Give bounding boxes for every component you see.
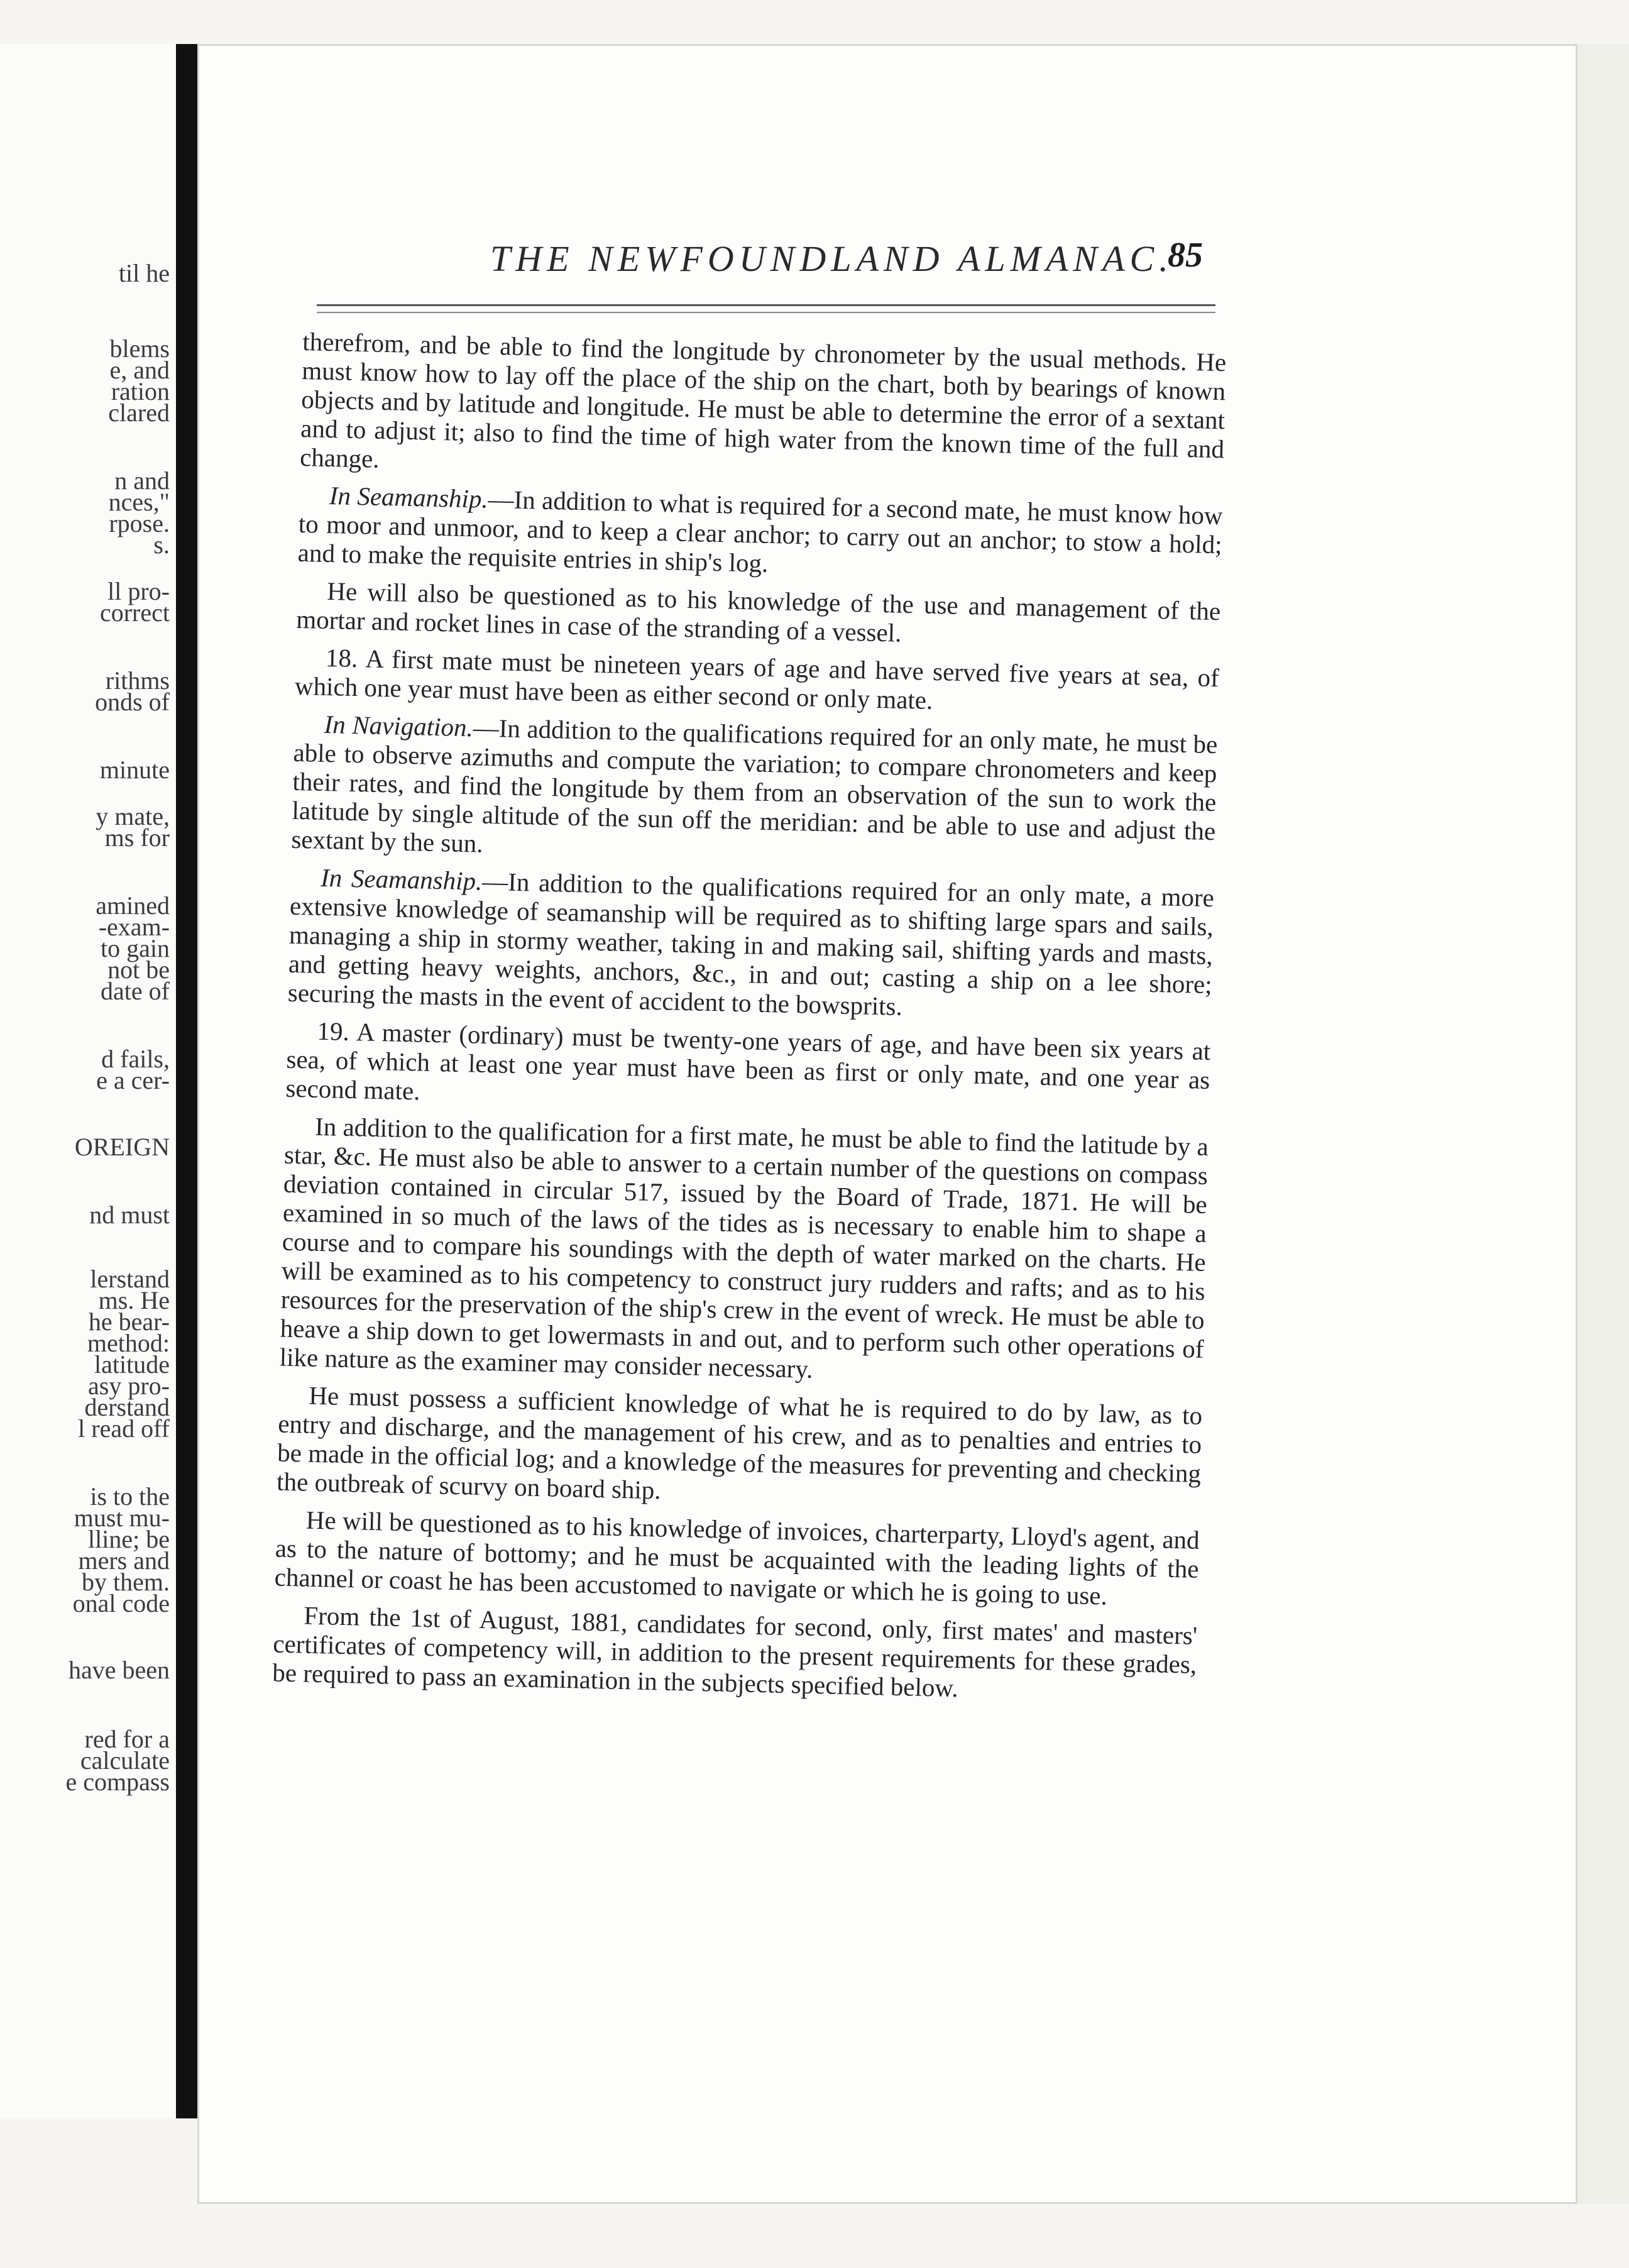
- paragraph-text: 19. A master (ordinary) must be twenty-one years of age, and have been six years at sea, of which at least one year must have been as first or only mate, and one year as second mate.: [285, 1016, 1211, 1106]
- paragraph: [297, 480, 1223, 588]
- left-page-line: rithms: [105, 666, 170, 695]
- body-text: [272, 327, 1227, 1717]
- running-title: THE NEWFOUNDLAND ALMANAC.: [490, 238, 1173, 279]
- left-page-line: til he: [118, 259, 170, 287]
- left-page-line: must mu-: [74, 1504, 170, 1532]
- paragraph: [291, 709, 1218, 874]
- paragraph-text: He will be questioned as to his knowledge of invoices, charterparty, Lloyd's agent, and as to the nature of bottomy; and he must be acquainted with the leading lights of the channel or coast he has been accustomed to navigate or which he is going to use.: [274, 1505, 1200, 1610]
- book-gutter: [176, 44, 197, 2118]
- left-page-line: d fails,: [101, 1045, 170, 1073]
- adjacent-page-fragment: [0, 44, 176, 2118]
- left-page-line: latitude: [94, 1350, 170, 1379]
- paragraph: [287, 862, 1214, 1028]
- left-page-line: to gain: [101, 934, 170, 962]
- left-page-line: not be: [107, 955, 170, 984]
- left-page-line: lline; be: [88, 1525, 170, 1553]
- page-number: 85: [1168, 236, 1203, 275]
- left-page-line: rpose.: [109, 509, 170, 537]
- left-page-line: date of: [101, 977, 170, 1005]
- left-page-line: s.: [153, 531, 170, 559]
- paragraph-text: therefrom, and be able to find the longitude by chronometer by the usual methods. He must know how to lay off the place of the ship on the chart, both by bearings of known objects and by latitude and longitude. He must be able to determine the error of a sextant and to adjust it; also to find the time of high water from the known time of the full and change.: [299, 327, 1227, 473]
- left-page-line: y mate,: [96, 802, 170, 830]
- paragraph-text: —In addition to what is required for a second mate, he must know how to moor and unmoor, and to keep a clear anchor; to carry out an anchor; to stow a hold; and to make the requisite entries in ship's log.: [297, 484, 1224, 578]
- left-page-line: is to the: [90, 1482, 170, 1511]
- left-page-line: amined: [96, 891, 170, 920]
- left-page-line: e compass: [65, 1768, 170, 1796]
- paragraph: [279, 1111, 1209, 1392]
- left-page-line: nces,": [108, 488, 170, 516]
- left-page-line: clared: [108, 399, 170, 427]
- paragraph-heading: In Navigation.: [324, 709, 474, 742]
- left-page-line: OREIGN: [74, 1133, 170, 1161]
- left-page-line: he bear-: [88, 1307, 170, 1336]
- header-rule-thin: [317, 312, 1215, 313]
- header-rule: [317, 304, 1215, 306]
- paragraph: [277, 1380, 1203, 1517]
- paragraph: [274, 1505, 1200, 1612]
- left-page-line: correct: [99, 598, 170, 627]
- paragraph: [285, 1016, 1211, 1123]
- paragraph: [272, 1600, 1198, 1707]
- left-page-line: -exam-: [98, 913, 170, 941]
- paragraph-text: —In addition to the qualifications required for an only mate, he must be able to observe azimuths and compute the variation; to compare chronometers and keep their rates, and find the longitude by them from an observation of the sun to work the latitude by single altitude of the sun off the meridian: and be able to use and adjust the sextant by the sun.: [290, 713, 1218, 858]
- left-page-line: calculate: [80, 1746, 170, 1775]
- left-page-line: blems: [109, 334, 170, 363]
- left-page-line: e a cer-: [96, 1066, 170, 1094]
- paragraph-text: He must possess a sufficient knowledge of what he is required to do by law, as to entry and discharge, and the management of his crew, and as to penalties and entries to be made in the official log; and a knowledge of the measures for preventing and checking the outbreak of scurvy on board ship.: [276, 1380, 1203, 1505]
- paragraph-text: 18. A first mate must be nineteen years of age and have served five years at sea, of which one year must have been as either second or only mate.: [294, 642, 1220, 715]
- left-page-line: ration: [111, 377, 170, 405]
- paragraph-heading: In Seamanship.: [320, 862, 483, 896]
- left-page-line: method:: [87, 1329, 170, 1357]
- paragraph: [296, 576, 1221, 654]
- left-page-line: asy pro-: [88, 1372, 170, 1400]
- left-page-line: have been: [68, 1656, 170, 1684]
- left-page-line: by them.: [82, 1568, 170, 1596]
- left-page-line: ms for: [104, 823, 170, 852]
- left-page-line: nd must: [89, 1201, 170, 1229]
- left-page-line: onds of: [95, 688, 170, 716]
- left-page-line: mers and: [78, 1546, 170, 1575]
- paragraph-text: From the 1st of August, 1881, candidates for second, only, first mates' and masters' certificates of competency will, in addition to the present requirements for these grades, be required to pass an examination in the subjects specified below.: [272, 1600, 1198, 1703]
- paragraph-heading: In Seamanship.: [329, 481, 489, 514]
- left-page-line: minute: [99, 756, 170, 784]
- left-page-line: l read off: [78, 1414, 170, 1443]
- paragraph-text: —In addition to the qualifications required for an only mate, a more extensive knowledge of seamanship will be required as to shifting large spars and sails, managing a ship in stormy weather, taking in and making sail, shifting yards and masts, and getting heavy weights, anchors, &c., in and out; casting a ship on a lee shore; securing the masts in the event of accident to the bowsprits.: [287, 866, 1215, 1021]
- left-page-line: ms. He: [98, 1286, 170, 1314]
- paragraph-text: In addition to the qualification for a first mate, he must be able to find the latitude by a star, &c. He must also be able to answer to a certain number of the questions on compass deviation contained in circular 517, issued by the Board of Trade, 1871. He will be examined in so much of the laws of the tides as is necessary to enable him to shape a course and to compare his soundings with the depth of water marked on the charts. He will be examined as to his competency to construct jury rudders and rafts; and as to his resources for the preservation of the ship's crew in the event of wreck. He must be able to heave a ship down to get lowermasts in and out, and to perform such other operations of like nature as the examiner may consider necessary.: [279, 1111, 1209, 1384]
- left-page-line: e, and: [109, 356, 170, 384]
- left-page-line: onal code: [72, 1589, 170, 1617]
- paragraph: [300, 327, 1227, 492]
- left-page-line: ll pro-: [107, 577, 170, 605]
- paragraph-text: He will also be questioned as to his knowledge of the use and management of the mortar and rocket lines in case of the stranding of a vessel.: [295, 576, 1221, 647]
- right-margin: [1577, 44, 1629, 2204]
- left-page-line: derstand: [84, 1393, 170, 1421]
- left-page-line: red for a: [84, 1725, 170, 1753]
- running-head: [277, 238, 1295, 288]
- paragraph: [295, 642, 1220, 721]
- left-page-line: lerstand: [90, 1265, 170, 1293]
- left-page-line: n and: [114, 466, 170, 495]
